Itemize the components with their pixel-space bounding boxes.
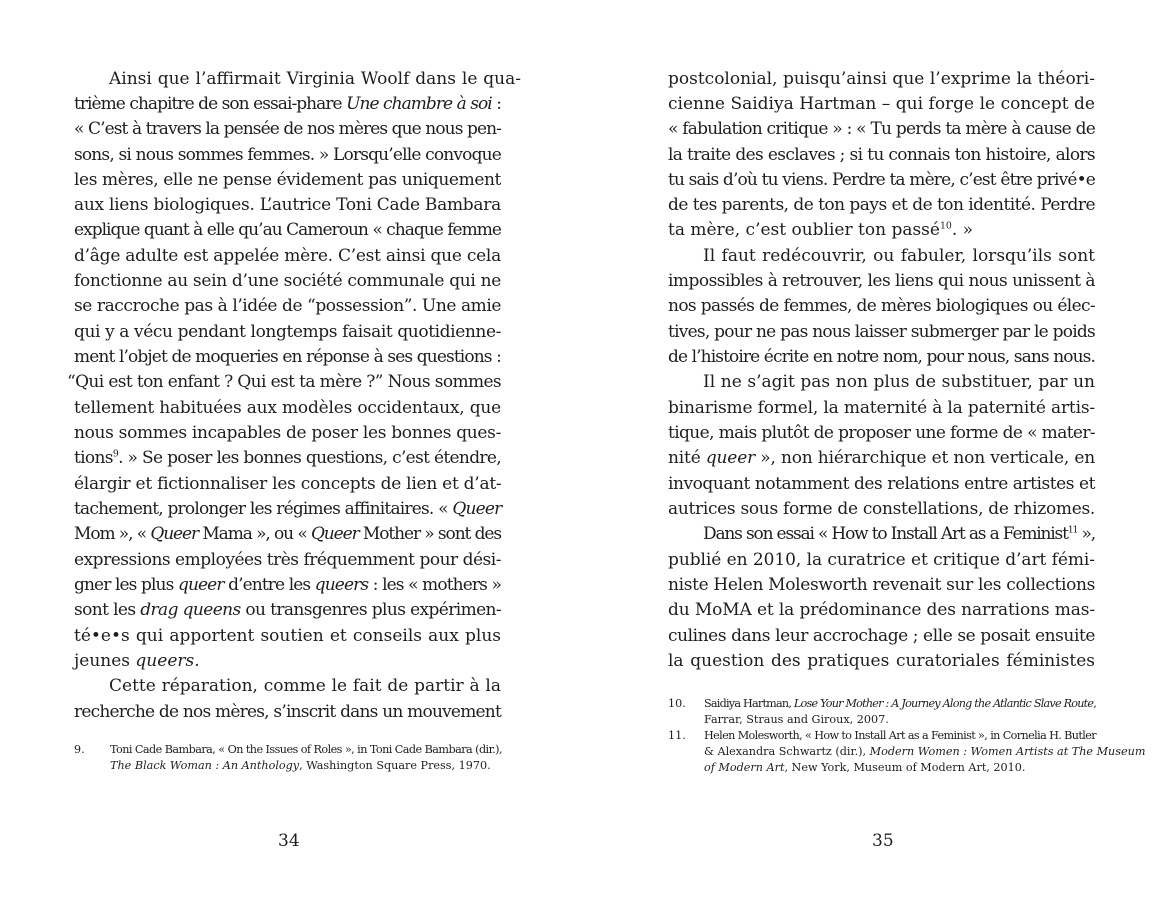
text-line: gner les plus queer d’entre les queers : les « mothers » <box>74 575 501 595</box>
text-line: Il ne s’agit pas non plus de substituer, par un <box>703 372 1095 392</box>
text-line: “Qui est ton enfant ? Qui est ta mère ?” Nous sommes <box>67 372 501 392</box>
text-line: qui y a vécu pendant longtemps faisait quotidienne- <box>74 322 501 342</box>
text-line: cienne Saidiya Hartman – qui forge le concept de <box>668 94 1095 114</box>
text-line: explique quant à elle qu’au Cameroun « chaque femme <box>74 220 501 240</box>
text-line: expressions employées très fréquemment pour dési- <box>74 550 501 570</box>
text-line: Cette réparation, comme le fait de partir à la <box>109 676 501 696</box>
text-line: la traite des esclaves ; si tu connais ton histoire, alors <box>668 145 1095 165</box>
footnote-line: The Black Woman : An Anthology, Washington Square Press, 1970. <box>110 759 491 772</box>
text-line: nous sommes incapables de poser les bonnes ques- <box>74 423 501 443</box>
footnote-number: 11. <box>668 729 686 742</box>
text-line: d’âge adulte est appelée mère. C’est ainsi que cela <box>74 246 501 266</box>
text-line: la question des pratiques curatoriales féministes <box>668 651 1095 671</box>
footnote-text: Toni Cade Bambara, « On the Issues of Roles », in Toni Cade Bambara (dir.), <box>110 743 502 756</box>
page-number: 35 <box>872 831 894 851</box>
text-line: niste Helen Molesworth revenait sur les collections <box>668 575 1095 595</box>
text-line: tu sais d’où tu viens. Perdre ta mère, c’est être privé•e <box>668 170 1095 190</box>
text-line: les mères, elle ne pense évidement pas uniquement <box>74 170 501 190</box>
footnote-line: of Modern Art, New York, Museum of Modern Art, 2010. <box>704 761 1026 774</box>
footnote-number: 10. <box>668 697 686 710</box>
text-line: recherche de nos mères, s’inscrit dans un mouvement <box>74 702 501 722</box>
footnote <box>74 742 502 758</box>
text-line: Il faut redécouvrir, ou fabuler, lorsqu’ils sont <box>703 246 1095 266</box>
text-line: postcolonial, puisqu’ainsi que l’exprime la théori- <box>668 69 1095 89</box>
text-line: de tes parents, de ton pays et de ton identité. Perdre <box>668 195 1095 215</box>
text-line: tives, pour ne pas nous laisser submerger par le poids <box>668 322 1095 342</box>
text-line: binarisme formel, la maternité à la paternité artis- <box>668 398 1095 418</box>
text-line: ta mère, c’est oublier ton passé$^{10}$. » <box>668 220 974 240</box>
text-line: tions$^9$. » Se poser les bonnes questions, c’est étendre, <box>74 448 501 468</box>
text-line: Ainsi que l’affirmait Virginia Woolf dans le qua- <box>109 69 521 89</box>
text-line: tique, mais plutôt de proposer une forme de « mater- <box>668 423 1095 443</box>
text-line: Mom », « Queer Mama », ou « Queer Mother » sont des <box>74 524 501 544</box>
text-line: fonctionne au sein d’une société communale qui ne <box>74 271 501 291</box>
text-line: aux liens biologiques. L’autrice Toni Cade Bambara <box>74 195 501 215</box>
footnote-text: Saidiya Hartman, Lose Your Mother : A Journey Along the Atlantic Slave Route, <box>704 697 1096 710</box>
footnote-number: 9. <box>74 743 85 756</box>
text-line: culines dans leur accrochage ; elle se posait ensuite <box>668 626 1095 646</box>
text-line: de l’histoire écrite en notre nom, pour nous, sans nous. <box>668 347 1095 367</box>
text-line: élargir et fictionnaliser les concepts de lien et d’at- <box>74 474 502 494</box>
text-line: se raccroche pas à l’idée de “possession”. Une amie <box>74 296 501 316</box>
text-line: jeunes queers. <box>74 651 200 671</box>
text-line: publié en 2010, la curatrice et critique d’art fémi- <box>668 550 1095 570</box>
text-line: « C’est à travers la pensée de nos mères que nous pen- <box>74 119 501 139</box>
footnote <box>668 728 1096 744</box>
footnote-text: Helen Molesworth, « How to Install Art as a Feminist », in Cornelia H. Butler <box>704 729 1096 742</box>
text-line: invoquant notamment des relations entre artistes et <box>668 474 1095 494</box>
footnote-line: & Alexandra Schwartz (dir.), Modern Women : Women Artists at The Museum <box>704 745 1146 758</box>
text-line: Dans son essai « How to Install Art as a Feminist$^{11}$ », <box>703 524 1095 544</box>
text-line: sons, si nous sommes femmes. » Lorsqu’elle convoque <box>74 145 501 165</box>
text-line: du MoMA et la prédominance des narrations mas- <box>668 600 1095 620</box>
text-line: nité queer », non hiérarchique et non verticale, en <box>668 448 1095 468</box>
text-line: sont les drag queens ou transgenres plus expérimen- <box>74 600 501 620</box>
text-line: trième chapitre de son essai-phare Une chambre à soi : <box>74 94 501 114</box>
text-line: « fabulation critique » : « Tu perds ta mère à cause de <box>668 119 1095 139</box>
footnote <box>668 696 1096 712</box>
text-line: ment l’objet de moqueries en réponse à ses questions : <box>74 347 501 367</box>
text-line: autrices sous forme de constellations, de rhizomes. <box>668 499 1095 519</box>
right-page <box>584 0 1168 912</box>
text-line: impossibles à retrouver, les liens qui nous unissent à <box>668 271 1095 291</box>
footnote-line: Farrar, Straus and Giroux, 2007. <box>704 713 889 726</box>
text-line: nos passés de femmes, de mères biologiques ou élec- <box>668 296 1095 316</box>
text-line: tachement, prolonger les régimes affinitaires. « Queer <box>74 499 502 519</box>
text-line: té•e•s qui apportent soutien et conseils aux plus <box>74 626 501 646</box>
page-number: 34 <box>278 831 300 851</box>
text-line: tellement habituées aux modèles occidentaux, que <box>74 398 501 418</box>
